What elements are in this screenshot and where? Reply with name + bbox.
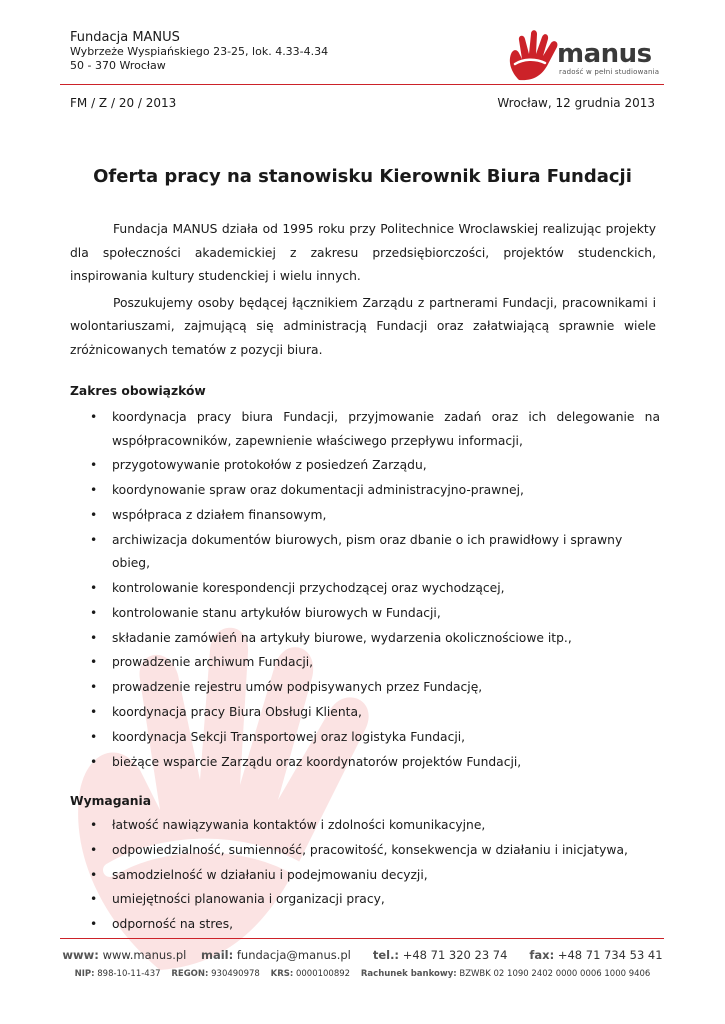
list-item: • współpraca z działem finansowym, [70,504,660,528]
bullet-icon: • [90,483,98,498]
org-name: Fundacja MANUS [70,30,180,45]
list-item: • koordynacja pracy Biura Obsługi Klienta, [70,701,660,725]
bullet-icon: • [90,458,98,473]
bullet-icon: • [90,729,98,744]
list-item: • koordynacja Sekcji Transportowej oraz logistyka Fundacji, [70,726,660,750]
list-item: • składanie zamówień na artykuły biurowe, wydarzenia okolicznościowe itp., [70,627,660,651]
footer-tel-label: tel.: [372,948,400,962]
duties-heading: Zakres obowiązków [70,384,206,398]
bullet-icon: • [90,892,98,907]
document-title: Oferta pracy na stanowisku Kierownik Biura Fundacji [93,166,632,187]
footer-mail-label: mail: [200,948,234,962]
intro-paragraph-2: Poszukujemy osoby będącej łącznikiem Zarządu z partnerami Fundacji, pracownikami i wolontariuszami, zajmującą się administracją Fundacji oraz załatwiającą sprawnie wiele zróżnicowanych tematów z pozycji biura. [70,295,656,357]
hand-logo-icon [505,26,561,82]
footer-bank-label: Rachunek bankowy: [360,969,457,979]
requirements-list [70,814,660,938]
list-item: • kontrolowanie korespondencji przychodzącej oraz wychodzącej, [70,577,660,601]
list-item: • samodzielność w działaniu i podejmowaniu decyzji, [70,864,660,888]
footer-www-link[interactable]: www.manus.pl [102,948,187,962]
bullet-icon: • [90,532,98,547]
intro-paragraph-1: Fundacja MANUS działa od 1995 roku przy Politechnice Wroclawskiej realizując projekty dla społeczności akademickiej z zakresu przedsiębiorczości, projektów studenckich, inspirowania kultury studenckiej i wielu innych. [70,222,656,283]
footer-krs-label: KRS: [270,969,294,979]
organization-block [70,30,328,73]
footer-nip-value: 898-10-11-437 [97,969,161,979]
bullet-icon: • [90,655,98,670]
header-divider [60,84,664,85]
intro-section [70,218,656,365]
reference-number: FM / Z / 20 / 2013 [70,96,177,110]
footer-nip-label: NIP: [74,969,95,979]
list-item: • koordynowanie spraw oraz dokumentacji administracyjno-prawnej, [70,479,660,503]
footer-registry [0,969,725,979]
list-item: • kontrolowanie stanu artykułów biurowych w Fundacji, [70,602,660,626]
footer-contact [0,948,725,962]
bullet-icon: • [90,917,98,932]
bullet-icon: • [90,867,98,882]
footer-fax-label: fax: [529,948,555,962]
logo-wordmark: manus [557,39,652,69]
bullet-icon: • [90,630,98,645]
bullet-icon: • [90,818,98,832]
org-address-line1: Wybrzeże Wyspiańskiego 23-25, lok. 4.33-4.34 [70,45,329,58]
bullet-icon: • [90,605,98,620]
manus-logo [505,26,660,82]
bullet-icon: • [90,704,98,719]
list-item: • bieżące wsparcie Zarządu oraz koordynatorów projektów Fundacji, [70,751,660,775]
footer-www-label: www: [62,948,99,962]
list-item: • odporność na stres, [70,913,660,937]
footer-krs-value: 0000100892 [295,969,351,979]
duties-list [70,406,660,775]
list-item: • odpowiedzialność, sumienność, pracowitość, konsekwencja w działaniu i inicjatywa, [70,839,660,863]
requirements-heading: Wymagania [70,794,152,808]
bullet-icon: • [90,680,98,695]
list-item: • archiwizacja dokumentów biurowych, pism oraz dbanie o ich prawidłowy i sprawny obieg, [70,529,660,576]
list-item: • przygotowywanie protokołów z posiedzeń Zarządu, [70,454,660,478]
footer-mail-link[interactable]: fundacja@manus.pl [236,948,351,962]
org-address-line2: 50 - 370 Wrocław [70,59,166,72]
document-date: Wrocław, 12 grudnia 2013 [497,96,655,110]
footer-fax-value: +48 71 734 53 41 [557,948,663,962]
bullet-icon: • [90,754,98,769]
bullet-icon: • [90,580,98,595]
list-item: • koordynacja pracy biura Fundacji, przyjmowanie zadań oraz ich delegowanie na współpracowników, zapewnienie właściwego przepływu informacji, [70,406,660,453]
list-item: • prowadzenie archiwum Fundacji, [70,651,660,675]
bullet-icon: • [90,410,98,424]
bullet-icon: • [90,842,98,857]
footer-bank-value: BZWBK 02 1090 2402 0000 0006 1000 9406 [459,969,651,979]
list-item: • umiejętności planowania i organizacji pracy, [70,888,660,912]
logo-tagline: radość w pełni studiowania [559,68,660,76]
list-item: • łatwość nawiązywania kontaktów i zdolności komunikacyjne, [70,814,660,838]
bullet-icon: • [90,507,98,522]
footer-divider [60,938,664,939]
footer-tel-value: +48 71 320 23 74 [402,948,508,962]
footer-regon-label: REGON: [171,969,209,979]
footer-regon-value: 930490978 [211,969,260,979]
list-item: • prowadzenie rejestru umów podpisywanych przez Fundację, [70,676,660,700]
